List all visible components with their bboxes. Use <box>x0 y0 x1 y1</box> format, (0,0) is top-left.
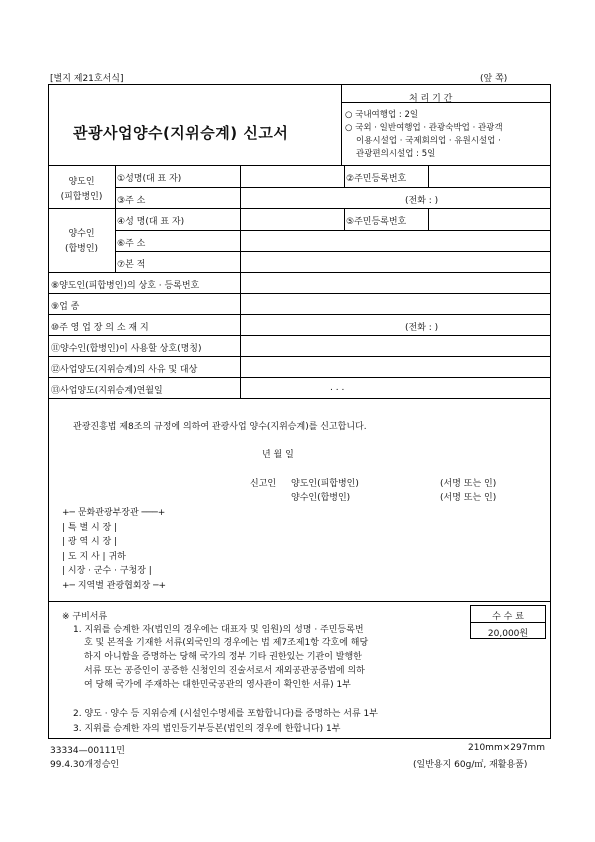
recipient-line-6: +─ 지역별 관광협회장 ─+ <box>62 581 167 591</box>
required-docs-header: ※ 구비서류 <box>62 612 108 622</box>
page-side: (앞 쪽) <box>480 74 508 84</box>
transferee-domicile-label: ⑦본 적 <box>117 260 146 270</box>
row-date-value: . . . <box>330 383 345 393</box>
declaration-date: 년 월 일 <box>262 450 294 460</box>
transferee-label: 양수인 <box>68 229 95 239</box>
processing-line-1: ○ 국내여행업 : 2일 <box>345 110 419 120</box>
declarant-transferor: 양도인(피합병인) <box>291 479 359 489</box>
required-doc-3: 3. 지위를 승계한 자의 법인등기부등본(법인의 경우에 한합니다) 1부 <box>73 724 341 734</box>
signature-transferor: (서명 또는 인) <box>440 479 497 489</box>
footer-paper: (일반용지 60g/㎡, 재활용품) <box>413 760 528 770</box>
processing-line-3: 이용시설업 · 국제회의업 · 유원시설업 · <box>356 136 501 146</box>
transferor-rrn-label: ②주민등록번호 <box>346 174 407 184</box>
row-business-type-label: ⑨업 종 <box>51 302 80 312</box>
row-reason-label: ⑫사업양도(지위승계)의 사유 및 대상 <box>51 365 198 375</box>
fee-value: 20,000원 <box>487 629 529 639</box>
signature-transferee: (서명 또는 인) <box>440 493 497 503</box>
required-doc-2: 2. 양도 · 양수 등 지위승계 (시설인수명세를 포함합니다)를 증명하는 서류 1부 <box>73 709 378 719</box>
processing-line-2: ○ 국외 · 일반여행업 · 관광숙박업 · 관광객 <box>345 123 503 133</box>
form-number: [별지 제21호서식] <box>50 74 124 84</box>
transferee-name-label: ④성 명(대 표 자) <box>117 217 185 227</box>
transferor-label: 양도인 <box>68 177 95 187</box>
row-trade-name-label: ⑧양도인(피합병인)의 상호 · 등록번호 <box>51 281 200 291</box>
transferee-rrn-label: ⑤주민등록번호 <box>346 217 407 227</box>
transferor-address-label: ③주 소 <box>117 196 146 206</box>
transferor-phone: (전화 : ) <box>405 196 439 206</box>
transferee-sublabel: (합병인) <box>64 244 99 254</box>
recipient-line-3: | 광 역 시 장 | <box>62 537 118 547</box>
transferor-name-label: ①성명(대 표 자) <box>117 174 182 184</box>
fee-label: 수 수 료 <box>492 612 524 622</box>
transferor-sublabel: (피합병인) <box>60 192 103 202</box>
recipient-line-5: | 시장 · 군수 · 구청장 | <box>62 566 152 576</box>
recipient-line-1: +─ 문화관광부장관 ───+ <box>62 508 166 518</box>
required-doc-1a: 1. 지위를 승계한 자(법인의 경우에는 대표자 및 임원)의 성명 · 주민등록번 <box>73 625 364 635</box>
footer-code: 33334—00111민 <box>50 746 125 756</box>
required-doc-1c: 하지 아니함을 증명하는 당해 국가의 정부 기타 권한있는 기관이 발행한 <box>84 652 362 662</box>
row-location-phone: (전화 : ) <box>405 323 439 333</box>
row-new-name-label: ⑪양수인(합병인)이 사용할 상호(명칭) <box>51 344 202 354</box>
recipient-line-4: | 도 지 사 | 귀하 <box>62 552 126 562</box>
required-doc-1b: 호 및 본적을 기재한 서류(외국인의 경우에는 법 제7조제1항 각호에 해당 <box>84 638 369 648</box>
required-doc-1e: 여 당해 국가에 주재하는 대한민국공관의 영사관이 확인한 서류) 1부 <box>84 680 351 690</box>
transferee-address-label: ⑥주 소 <box>117 239 146 249</box>
form-title: 관광사업양수(지위승계) 신고서 <box>73 124 289 142</box>
processing-period-header: 처 리 기 간 <box>409 94 453 104</box>
declarant-transferee: 양수인(합병인) <box>291 493 351 503</box>
declaration-statement: 관광진흥법 제8조의 규정에 의하여 관광사업 양수(지위승계)를 신고합니다. <box>73 422 367 432</box>
row-date-label: ⑬사업양도(지위승계)연월일 <box>51 386 163 396</box>
footer-size: 210mm×297mm <box>468 743 545 753</box>
processing-line-4: 관광편의시설업 : 5일 <box>356 149 436 159</box>
row-location-label: ⑩주 영 업 장 의 소 재 지 <box>51 323 149 333</box>
declarant-label: 신고인 <box>250 479 277 489</box>
footer-approved: 99.4.30개정승인 <box>50 760 120 770</box>
required-doc-1d: 서류 또는 공증인이 공증한 신청인의 진술서로서 재외공관공증법에 의하 <box>84 666 365 676</box>
recipient-line-2: | 특 별 시 장 | <box>62 523 118 533</box>
